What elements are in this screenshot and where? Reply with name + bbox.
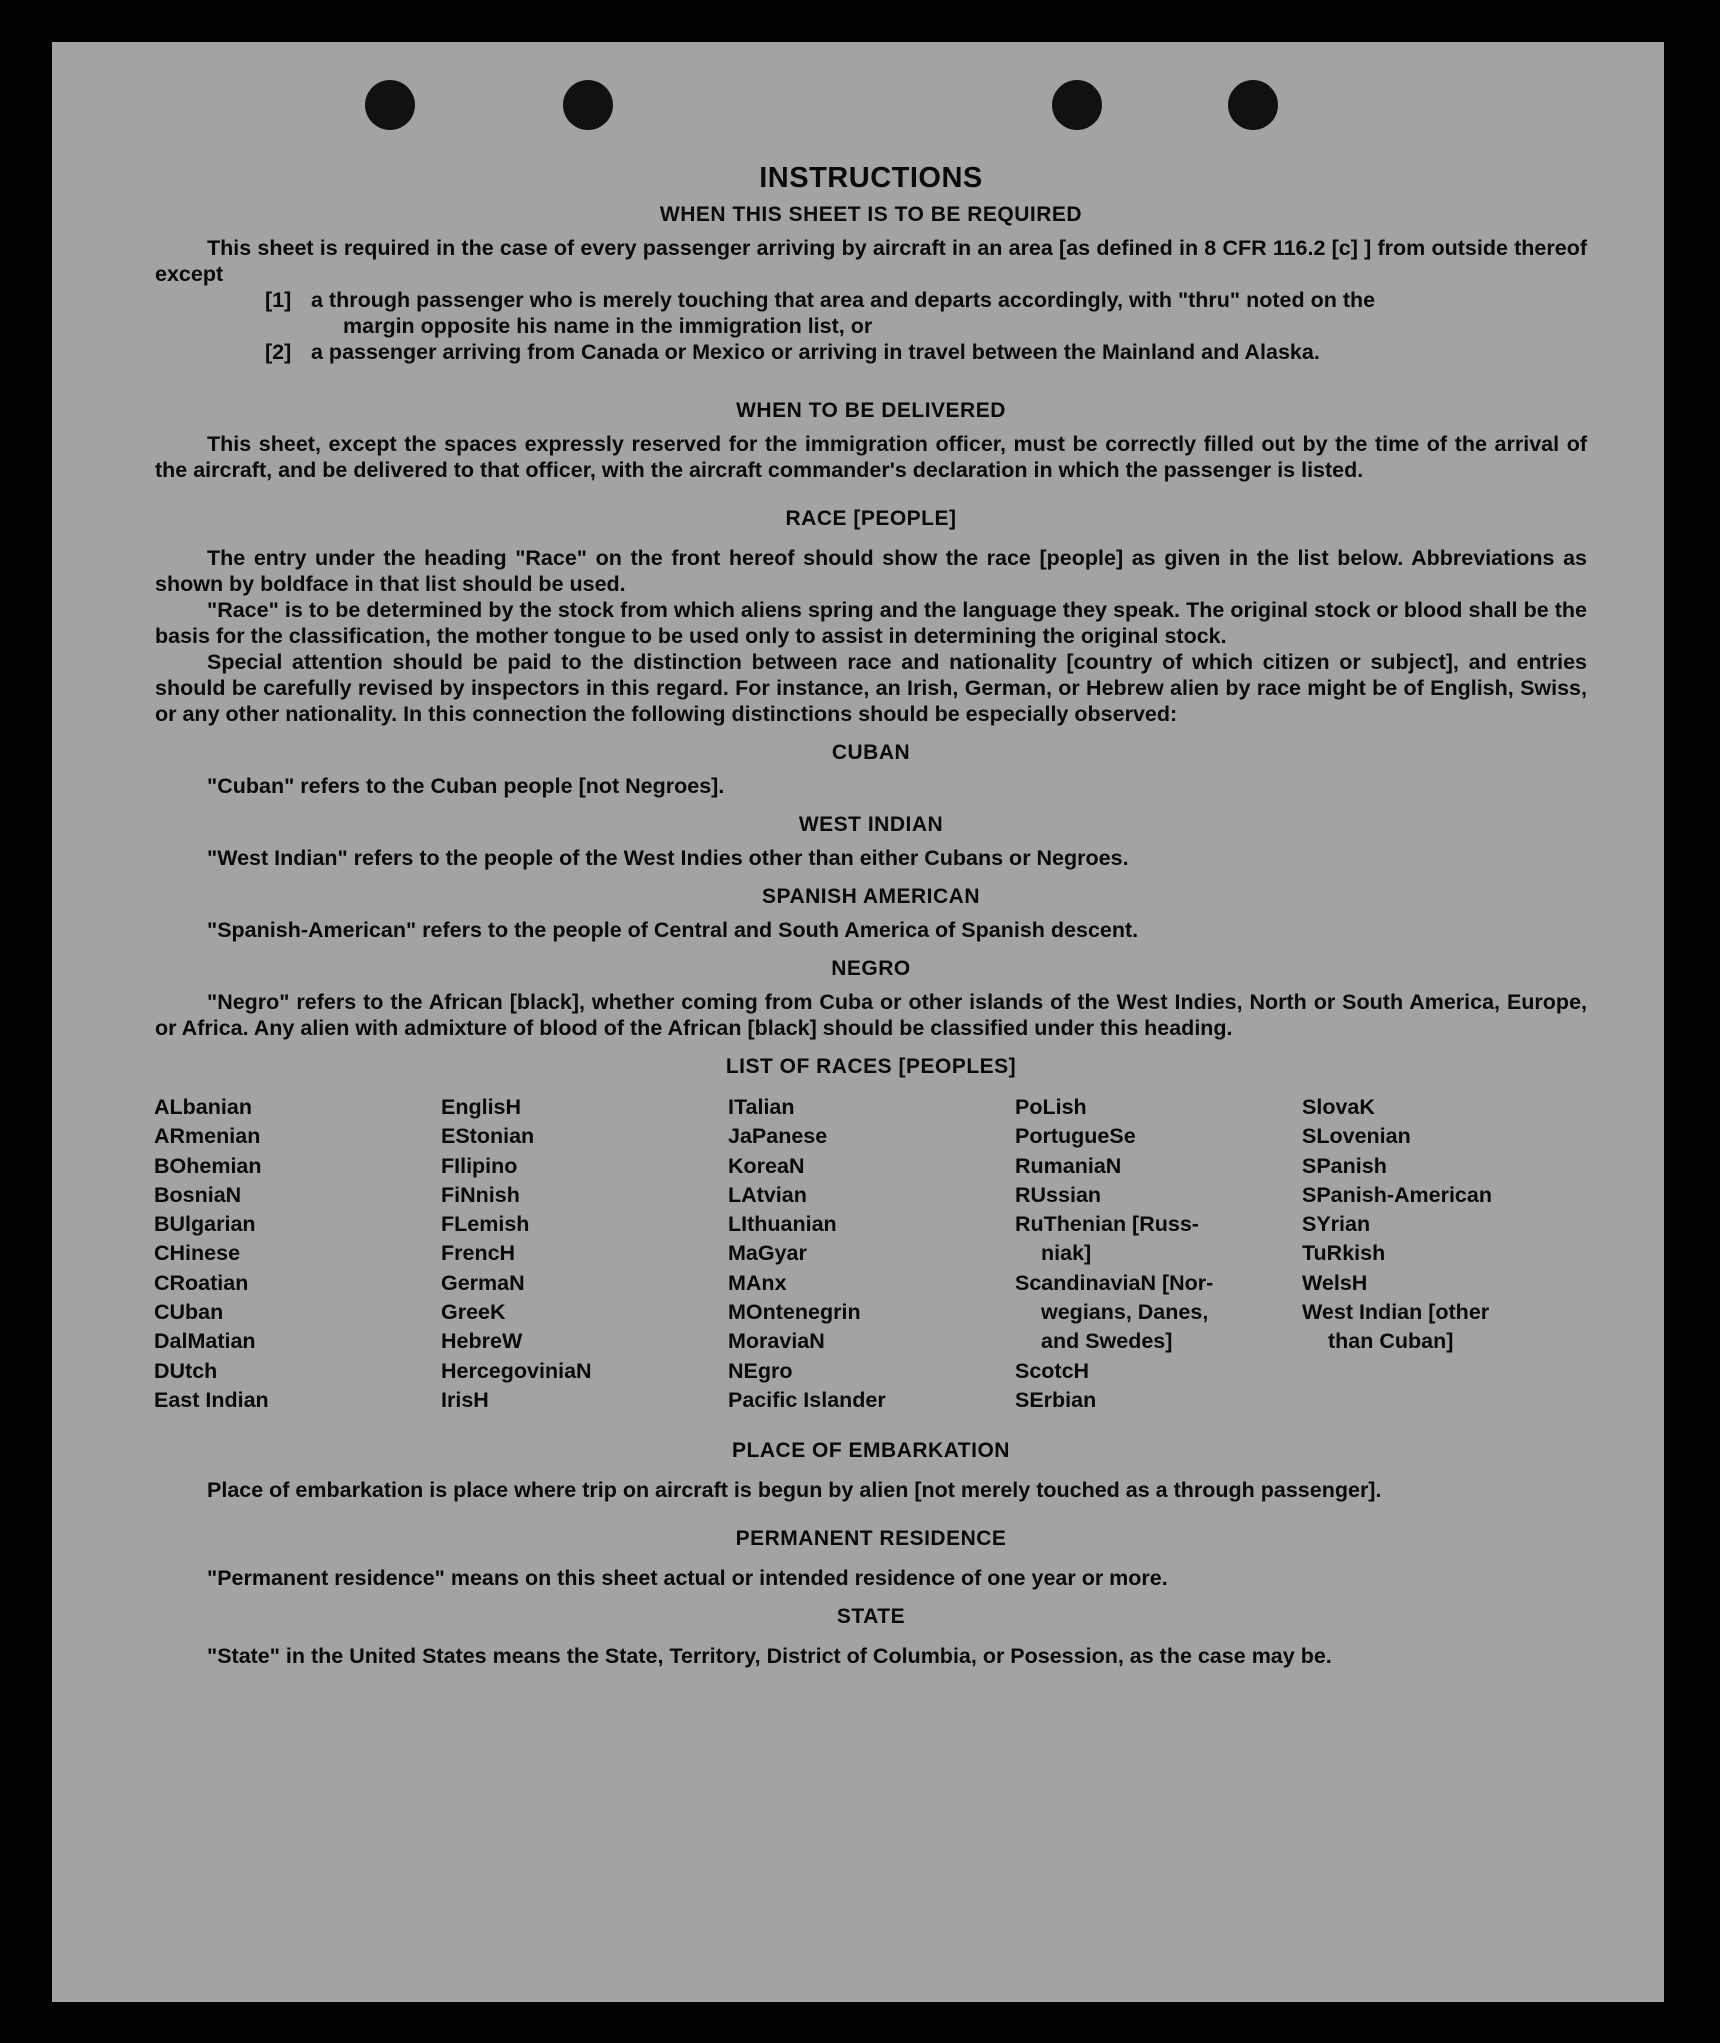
race-paragraph-1: The entry under the heading "Race" on the front hereof should show the race [people] as given in the list below. Abbreviations as shown by boldface in that list should be used. — [155, 546, 1587, 596]
list-item — [265, 287, 1587, 339]
list-item: HebreW — [441, 1329, 523, 1354]
list-item: BosniaN — [154, 1182, 242, 1207]
residence-text: "Permanent residence" means on this sheet actual or intended residence of one year or more. — [207, 1566, 1168, 1591]
punch-hole — [365, 80, 415, 130]
list-item: CHinese — [154, 1241, 241, 1266]
heading-west-indian: WEST INDIAN — [798, 813, 944, 836]
list-item: LIthuanian — [728, 1212, 837, 1237]
list-item: Pacific Islander — [728, 1387, 886, 1412]
list-item: SErbian — [1015, 1387, 1097, 1412]
heading-negro: NEGRO — [831, 957, 911, 980]
list-item: BOhemian — [154, 1153, 262, 1178]
list-item: East Indian — [154, 1387, 269, 1412]
west-indian-text: "West Indian" refers to the people of the West Indies other than either Cubans or Negroes. — [207, 846, 1129, 870]
spanish-american-text: "Spanish-American" refers to the people of Central and South America of Spanish descent. — [207, 918, 1139, 942]
list-item: CUban — [154, 1300, 224, 1325]
races-table — [154, 1093, 1587, 1415]
list-item: FiNnish — [441, 1182, 520, 1207]
list-item: IrisH — [441, 1387, 489, 1412]
list-item — [265, 339, 1587, 365]
list-item: West Indian [other — [1302, 1300, 1490, 1325]
list-item: ITalian — [728, 1095, 795, 1119]
list-item: RUssian — [1015, 1182, 1102, 1207]
item-text: a through passenger who is merely touching that area and departs accordingly, with "thru" noted on the — [311, 288, 1376, 312]
heading-embarkation: PLACE OF EMBARKATION — [732, 1439, 1010, 1463]
heading-race: RACE [PEOPLE] — [785, 507, 957, 530]
list-item: SLovenian — [1302, 1124, 1411, 1149]
list-item: niak] — [1041, 1241, 1092, 1266]
list-item: SYrian — [1302, 1212, 1371, 1237]
list-item: EnglisH — [441, 1095, 522, 1119]
list-item: and Swedes] — [1041, 1329, 1173, 1354]
punch-hole — [1052, 80, 1102, 130]
embarkation-text: Place of embarkation is place where trip on aircraft is begun by alien [not merely touched as a through passenger]. — [207, 1478, 1382, 1503]
list-item: FrencH — [441, 1241, 516, 1266]
document-page — [52, 42, 1664, 2002]
list-item: FIlipino — [441, 1153, 518, 1178]
list-item: PortugueSe — [1015, 1124, 1136, 1149]
list-item: MAnx — [728, 1270, 787, 1295]
race-paragraph-3: Special attention should be paid to the distinction between race and nationality [country of which citizen or subject], and entries should be carefully revised by inspectors in this regard. For instance, an Irish, German, or Hebrew alien by race might be of English, Swiss, or any other nationality. In this connection the following distinctions should be especially observed: — [155, 650, 1587, 726]
punch-hole — [1228, 80, 1278, 130]
list-item: PoLish — [1015, 1095, 1087, 1119]
page-title: INSTRUCTIONS — [759, 162, 983, 194]
list-item: ScotcH — [1015, 1358, 1090, 1383]
item-number: [1] — [265, 288, 292, 312]
list-item: DalMatian — [154, 1329, 256, 1354]
races-column-5 — [1302, 1093, 1586, 1415]
list-item: KoreaN — [728, 1153, 805, 1178]
list-item: WelsH — [1302, 1270, 1368, 1295]
heading-state: STATE — [836, 1605, 906, 1629]
state-text: "State" in the United States means the State, Territory, District of Columbia, or Posession, as the case may be. — [207, 1644, 1332, 1669]
list-item: SlovaK — [1302, 1095, 1375, 1119]
item-text: a passenger arriving from Canada or Mexico or arriving in travel between the Mainland and Alaska. — [311, 340, 1320, 364]
list-item: ARmenian — [154, 1124, 261, 1149]
list-item: BUlgarian — [154, 1212, 256, 1237]
list-item: NEgro — [728, 1358, 793, 1383]
heading-when-required: WHEN THIS SHEET IS TO BE REQUIRED — [659, 203, 1083, 226]
negro-text: "Negro" refers to the African [black], whether coming from Cuba or other islands of the West Indies, North or South America, Europe, or Africa. Any alien with admixture of blood of the African [black] should be classified under this heading. — [155, 990, 1587, 1040]
races-column-4 — [1015, 1093, 1302, 1415]
list-item: EStonian — [441, 1124, 535, 1149]
list-item: SPanish-American — [1302, 1182, 1492, 1207]
heading-list-of-races: LIST OF RACES [PEOPLES] — [725, 1055, 1017, 1078]
list-item: LAtvian — [728, 1182, 807, 1207]
list-item: GreeK — [441, 1300, 506, 1325]
instructions-body — [155, 162, 1587, 1669]
list-item: FLemish — [441, 1212, 530, 1237]
list-item: MaGyar — [728, 1241, 807, 1266]
item-text-continued: margin opposite his name in the immigration list, or — [343, 314, 873, 338]
list-item: TuRkish — [1302, 1241, 1386, 1266]
list-item: MoraviaN — [728, 1329, 825, 1354]
list-item: GermaN — [441, 1270, 525, 1295]
list-item: HercegoviniaN — [441, 1358, 592, 1383]
when-delivered-text: This sheet, except the spaces expressly reserved for the immigration officer, must be correctly filled out by the time of the arrival of the aircraft, and be delivered to that officer, with the aircraft commander's declaration in which the passenger is listed. — [155, 432, 1587, 482]
item-number: [2] — [265, 340, 292, 364]
heading-spanish-american: SPANISH AMERICAN — [761, 885, 980, 908]
list-item: DUtch — [154, 1358, 218, 1383]
list-item: wegians, Danes, — [1041, 1300, 1209, 1325]
list-item: RuThenian [Russ- — [1015, 1212, 1199, 1237]
heading-permanent-residence: PERMANENT RESIDENCE — [735, 1527, 1007, 1551]
cuban-text: "Cuban" refers to the Cuban people [not Negroes]. — [207, 774, 725, 798]
list-item: CRoatian — [154, 1270, 249, 1295]
list-item: ALbanian — [154, 1095, 252, 1119]
list-item: ScandinaviaN [Nor- — [1015, 1270, 1214, 1295]
list-item: RumaniaN — [1015, 1153, 1122, 1178]
races-column-1 — [154, 1093, 441, 1415]
punch-hole — [563, 80, 613, 130]
heading-when-delivered: WHEN TO BE DELIVERED — [736, 399, 1006, 422]
list-item: JaPanese — [728, 1124, 828, 1149]
list-item: than Cuban] — [1328, 1329, 1454, 1354]
list-item: MOntenegrin — [728, 1300, 861, 1325]
when-required-intro: This sheet is required in the case of every passenger arriving by aircraft in an area [as defined in 8 CFR 116.2 [c] ] from outside thereof except — [155, 236, 1587, 286]
races-column-2 — [441, 1093, 728, 1415]
list-item: SPanish — [1302, 1153, 1387, 1178]
heading-cuban: CUBAN — [831, 741, 911, 764]
races-column-3 — [728, 1093, 1015, 1415]
race-paragraph-2: "Race" is to be determined by the stock from which aliens spring and the language they speak. The original stock or blood shall be the basis for the classification, the mother tongue to be used only to assist in determining the original stock. — [155, 598, 1587, 648]
